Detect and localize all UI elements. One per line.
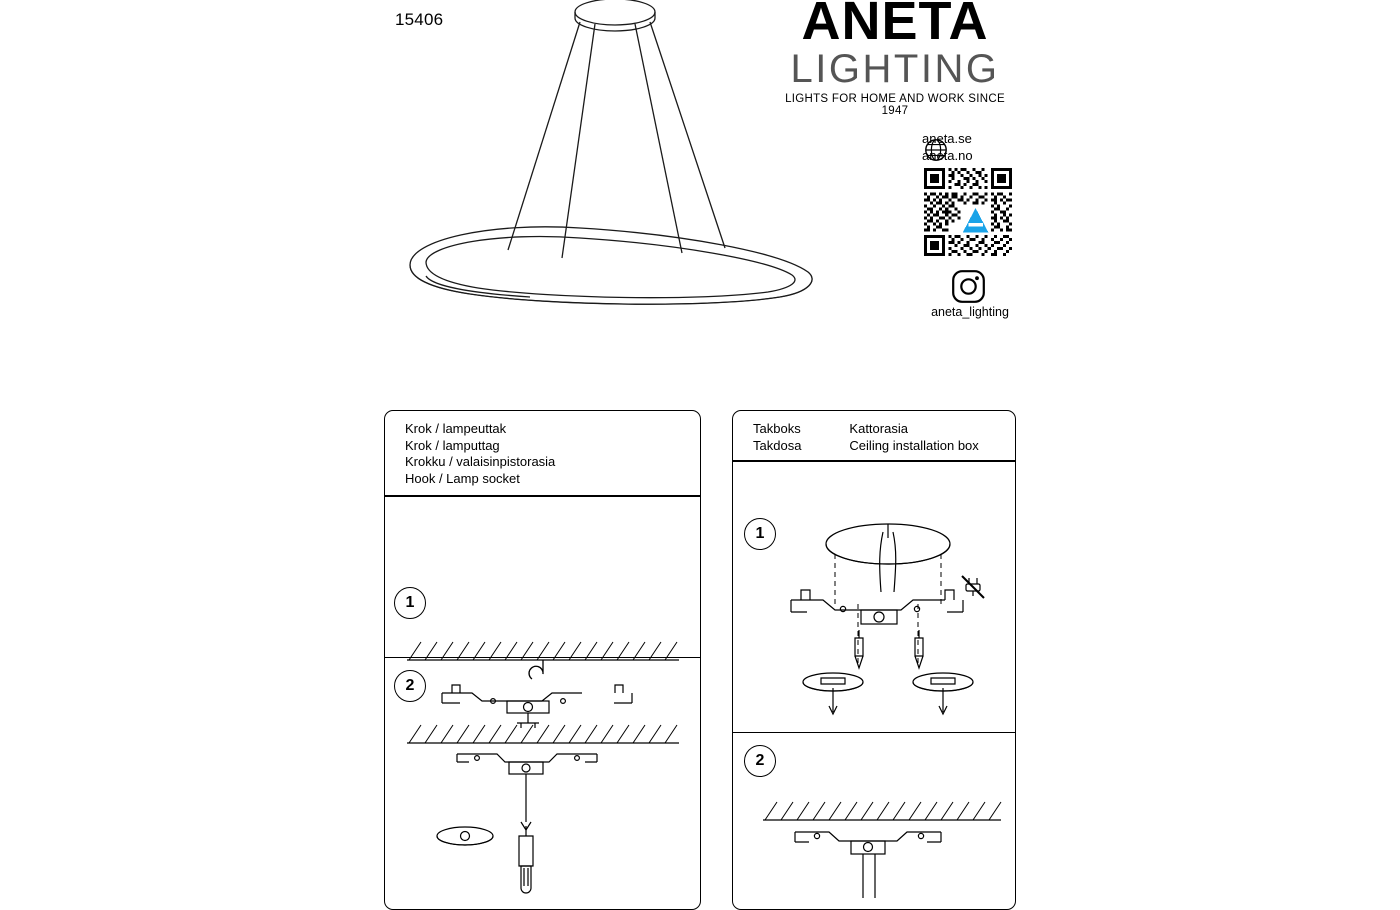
instagram-handle: aneta_lighting bbox=[931, 305, 1009, 319]
website-links bbox=[922, 130, 1022, 164]
qr-code bbox=[924, 168, 1012, 256]
ceiling-box-headings bbox=[733, 411, 1015, 460]
brand-tagline: LIGHTS FOR HOME AND WORK SINCE 1947 bbox=[785, 93, 1005, 117]
hook-step-2 bbox=[385, 658, 700, 908]
ceiling-box-step-2 bbox=[733, 733, 1015, 893]
hook-panel-headings bbox=[385, 411, 700, 495]
heading-sv: Krok / lamputtag bbox=[405, 437, 500, 453]
ceiling-bracket-wires-art bbox=[755, 778, 1007, 898]
step-badge-1: 1 bbox=[744, 518, 776, 550]
heading-fi: Kattorasia bbox=[849, 421, 908, 436]
pendant-lamp-illustration bbox=[380, 0, 850, 330]
step-badge-2: 2 bbox=[744, 745, 776, 777]
brand-name: ANETA bbox=[801, 0, 989, 51]
ceiling-box-bracket-screws-art bbox=[773, 492, 1003, 732]
website-no[interactable]: aneta.no bbox=[922, 148, 973, 163]
heading-no: Krok / lampeuttak bbox=[405, 421, 507, 436]
heading-en: Ceiling installation box bbox=[849, 437, 979, 453]
hook-panel bbox=[384, 410, 701, 910]
heading-sv: Takdosa bbox=[753, 437, 802, 453]
ceiling-box-panel bbox=[732, 410, 1016, 910]
heading-en: Hook / Lamp socket bbox=[405, 470, 520, 486]
model-number: 15406 bbox=[395, 10, 444, 29]
step-badge-1: 1 bbox=[394, 587, 426, 619]
ceiling-box-step-1 bbox=[733, 462, 1015, 732]
heading-no: Takboks bbox=[753, 421, 801, 436]
hook-step-1 bbox=[385, 497, 700, 657]
instagram-icon[interactable] bbox=[952, 270, 985, 303]
brand-subtitle: LIGHTING bbox=[790, 47, 1000, 91]
website-se[interactable]: aneta.se bbox=[922, 131, 972, 146]
bracket-screw-canopy-art bbox=[397, 708, 697, 898]
step-badge-2: 2 bbox=[394, 670, 426, 702]
heading-fi: Krokku / valaisinpistorasia bbox=[405, 454, 556, 469]
